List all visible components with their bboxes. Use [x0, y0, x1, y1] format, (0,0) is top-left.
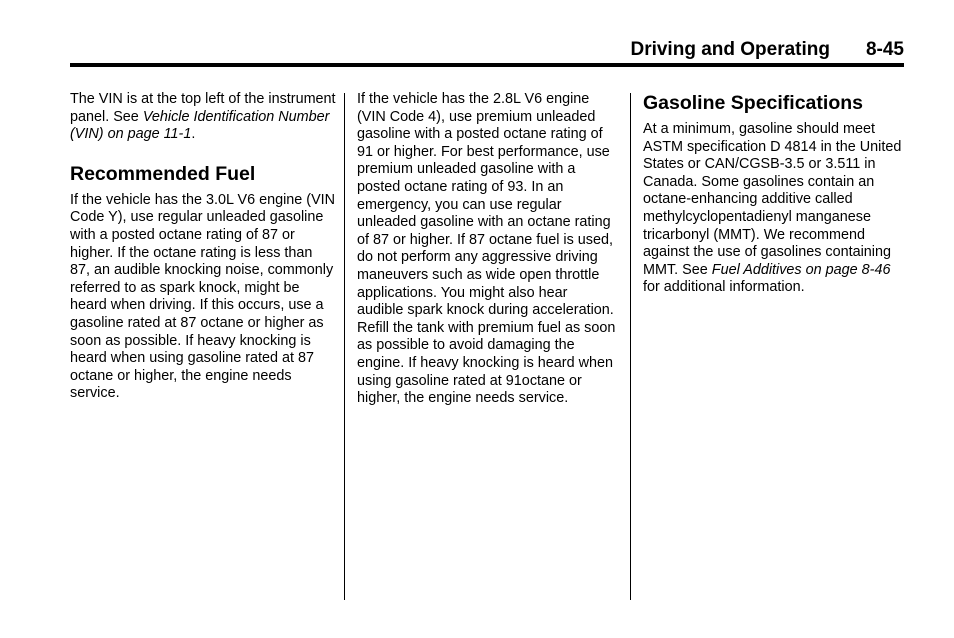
- premium-fuel-paragraph: If the vehicle has the 2.8L V6 engine (VIN Code 4), use premium unleaded gasoline with a posted octane rating of 91 or higher. For best performance, use premium unleaded gasoline with a posted octane rating of 93. In an emergency, you can use regular unleaded gasoline with an octane rating of 87 or higher. If 87 octane fuel is used, do not perform any aggressive driving maneuvers such as wide open throttle applications. You might also hear audible spark knock during acceleration. Refill the tank with premium fuel as soon as possible to avoid damaging the engine. If heavy knocking is heard when using gasoline rated at 91octane or higher, the engine needs service.: [357, 91, 616, 407]
- gasoline-specifications-paragraph: [643, 121, 905, 297]
- recommended-fuel-paragraph: If the vehicle has the 3.0L V6 engine (VIN Code Y), use regular unleaded gasoline with a posted octane rating of 87 or higher. If the octane rating is less than 87, an audible knocking noise, commonly referred to as spark knock, might be heard when driving. If this occurs, use a gasoline rated at 87 octane or higher as soon as possible. If heavy knocking is heard when using gasoline rated at 87 octane or higher, the engine needs service.: [70, 191, 336, 402]
- section-title: Driving and Operating: [630, 39, 830, 60]
- column-divider-2: [630, 93, 631, 600]
- vin-reference-link[interactable]: Vehicle Identification Number (VIN) on page 11-1: [70, 108, 330, 143]
- gasoline-spec-text: At a minimum, gasoline should meet ASTM specification D 4814 in the United States or CAN/CGSB-3.5 or 3.511 in Canada. Some gasolines contain an octane-enhancing additive called methylcyclopentadienyl manganese tricarbonyl (MMT). We recommend against the use of gasolines containing MMT. See: [643, 121, 902, 278]
- fuel-additives-reference-link[interactable]: Fuel Additives on page 8-46: [711, 261, 891, 278]
- gasoline-specifications-heading: Gasoline Specifications: [643, 92, 863, 114]
- gasoline-spec-end: for additional information.: [643, 279, 805, 296]
- column-3: [643, 91, 905, 297]
- page-number: 8-45: [865, 39, 904, 60]
- recommended-fuel-heading: Recommended Fuel: [70, 162, 256, 185]
- vin-intro-end: .: [191, 126, 196, 143]
- vin-location-paragraph: [70, 91, 336, 144]
- column-2: [357, 91, 617, 408]
- header-rule: [70, 63, 904, 67]
- column-1: [70, 91, 336, 403]
- vin-intro-text: The VIN is at the top left of the instrument panel. See: [70, 91, 336, 125]
- column-divider-1: [344, 93, 345, 600]
